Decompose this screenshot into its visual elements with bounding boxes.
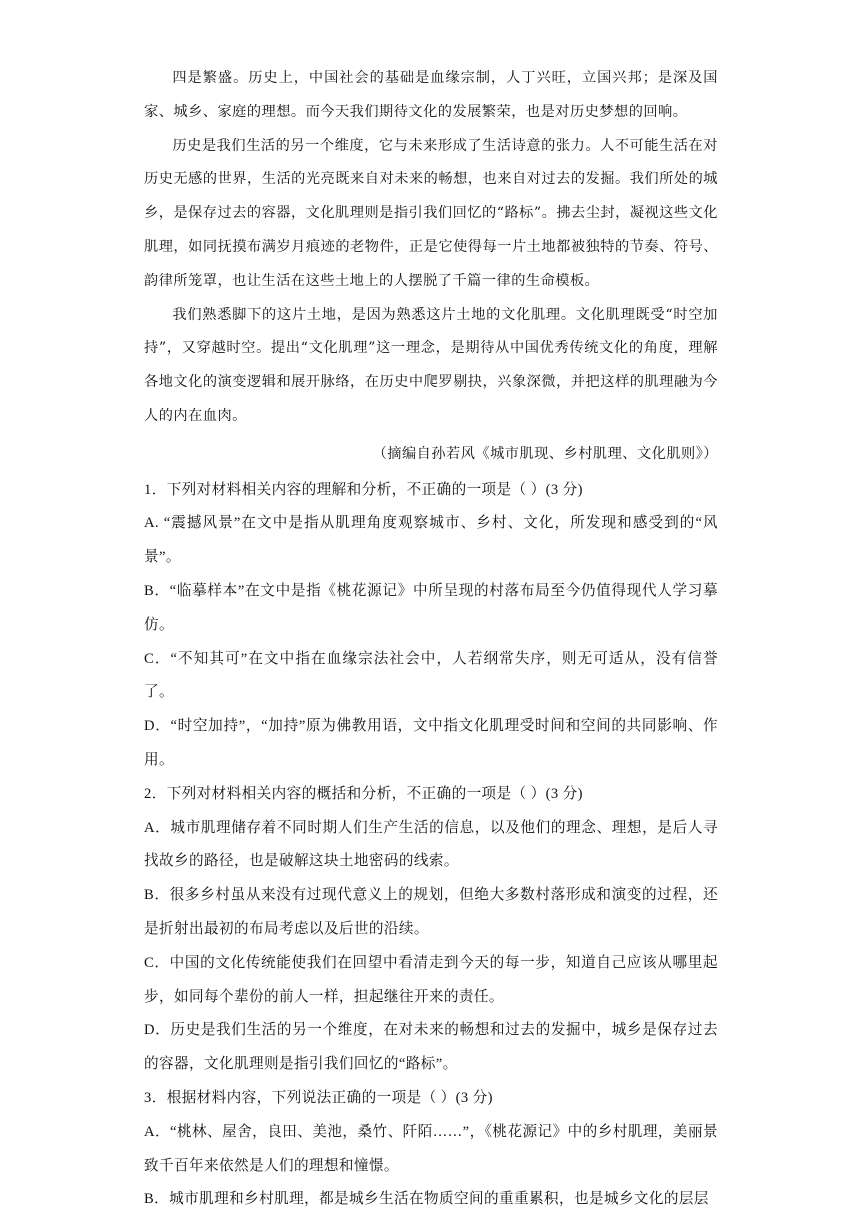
source-citation: （摘编自孙若风《城市肌现、乡村肌理、文化肌则》） [372, 445, 718, 462]
passage [144, 62, 718, 472]
option-c: C．中国的文化传统能使我们在回望中看清走到今天的每一步，知道自己应该从哪里起步，如同每个辈份的前人一样，担起继往开来的责任。 [144, 954, 718, 1005]
option-b: B．城市肌理和乡村肌理，都是城乡生活在物质空间的重重累积，也是城乡文化的层层 [144, 1191, 709, 1208]
question-2 [144, 778, 718, 1082]
question-1 [144, 474, 718, 778]
option-a: A．城市肌理储存着不同时期人们生产生活的信息，以及他们的理念、理想，是后人寻找故乡的路径，也是破解这块土地密码的线索。 [144, 819, 718, 870]
question-3 [144, 1082, 718, 1217]
passage-paragraph: 四是繁盛。历史上，中国社会的基础是血缘宗制，人丁兴旺，立国兴邦；是深及国家、城乡、家庭的理想。而今天我们期待文化的发展繁荣，也是对历史梦想的回响。 [144, 70, 718, 120]
option-d: D．历史是我们生活的另一个维度，在对未来的畅想和过去的发掘中，城乡是保存过去的容器，文化肌理则是指引我们回忆的“路标”。 [144, 1022, 718, 1073]
option-b: B．“临摹样本”在文中是指《桃花源记》中所呈现的村落布局至今仍值得现代人学习摹仿。 [144, 582, 718, 633]
option-d: D．“时空加持”，“加持”原为佛教用语，文中指文化肌理受时间和空间的共同影响、作用。 [144, 718, 718, 768]
option-a: A. “震撼风景”在文中是指从肌理角度观察城市、乡村、文化，所发现和感受到的“风景”。 [144, 515, 718, 566]
option-c: C．“不知其可”在文中指在血缘宗法社会中，人若纲常失序，则无可适从，没有信誉了。 [144, 650, 718, 701]
option-a: A．“桃林、屋舍，良田、美池，桑竹、阡陌……”，《桃花源记》中的乡村肌理，美丽景致千百年来依然是人们的理想和憧憬。 [144, 1123, 718, 1174]
question-stem: 2．下列对材料相关内容的概括和分析，不正确的一项是（ ）(3 分) [144, 785, 583, 802]
document-page [144, 62, 718, 1217]
passage-paragraph: 我们熟悉脚下的这片土地，是因为熟悉这片土地的文化肌理。文化肌理既受“时空加持”，又穿越时空。提出“文化肌理”这一理念，是期待从中国优秀传统文化的角度，理解各地文化的演变逻辑和展开脉络，在历史中爬罗剔抉，兴象深微，并把这样的肌理融为今人的内在血肉。 [144, 306, 718, 424]
option-b: B．很多乡村虽从来没有过现代意义上的规划，但绝大多数村落形成和演变的过程，还是折射出最初的布局考虑以及后世的沿续。 [144, 887, 718, 937]
question-stem: 1．下列对材料相关内容的理解和分析，不正确的一项是（ ）(3 分) [144, 481, 583, 498]
passage-paragraph: 历史是我们生活的另一个维度，它与未来形成了生活诗意的张力。人不可能生活在对历史无感的世界，生活的光亮既来自对未来的畅想，也来自对过去的发掘。我们所处的城乡，是保存过去的容器，文化肌理则是指引我们回忆的“路标”。拂去尘封，凝视这些文化肌理，如同抚摸布满岁月痕迹的老物件，正是它使得每一片土地都被独特的节奏、符号、韵律所笼罩，也让生活在这些土地上的人摆脱了千篇一律的生命模板。 [144, 137, 718, 289]
question-stem: 3．根据材料内容，下列说法正确的一项是（ ）(3 分) [144, 1089, 493, 1106]
